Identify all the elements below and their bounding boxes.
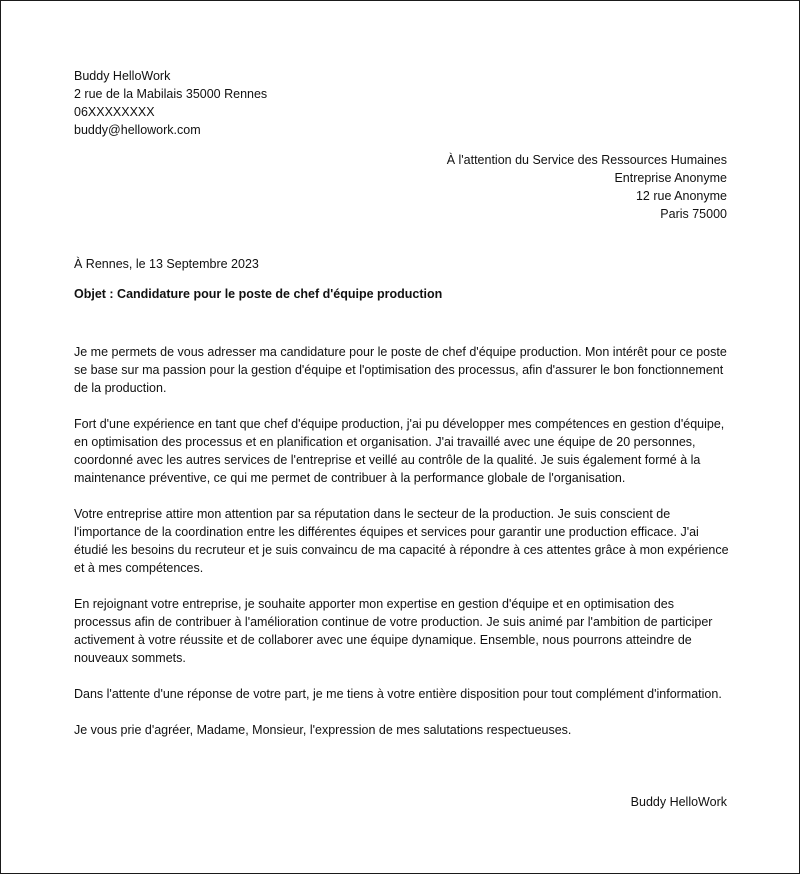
recipient-attention: À l'attention du Service des Ressources Humaines (446, 153, 727, 167)
paragraph-3: Votre entreprise attire mon attention par sa réputation dans le secteur de la production. Je suis conscient de l'importance de la coordination entre les différentes équipes et services pour garantir une production efficace. J'ai étudié les besoins du recruteur et je suis convaincu de ma capacité à répondre à ces attentes grâce à mon expérience et à mes compétences. (74, 507, 729, 575)
recipient-block (447, 151, 727, 223)
paragraph-4: En rejoignant votre entreprise, je souhaite apporter mon expertise en gestion d'équipe et en optimisation des processus afin de contribuer à l'amélioration continue de votre production. Je suis animé par l'ambition de participer activement à votre réussite et de collaborer avec une équipe dynamique. Ensemble, nous pourrons atteindre de nouveaux sommets. (74, 597, 713, 665)
sender-address: 2 rue de la Mabilais 35000 Rennes (74, 87, 268, 101)
recipient-street: 12 rue Anonyme (635, 189, 727, 203)
letter-body (74, 343, 734, 757)
sender-name: Buddy HelloWork (74, 69, 171, 83)
sender-block (74, 67, 267, 139)
sender-phone: 06XXXXXXXX (74, 105, 155, 119)
sender-email: buddy@hellowork.com (74, 123, 201, 137)
paragraph-1: Je me permets de vous adresser ma candidature pour le poste de chef d'équipe production. Mon intérêt pour ce poste se base sur ma passion pour la gestion d'équipe et l'optimisation des processus, afin d'assurer le bon fonctionnement de la production. (74, 345, 727, 395)
paragraph-5: Dans l'attente d'une réponse de votre part, je me tiens à votre entière disposition pour tout complément d'information. (74, 687, 722, 701)
date-line: À Rennes, le 13 Septembre 2023 (74, 257, 259, 271)
recipient-city: Paris 75000 (660, 207, 727, 221)
recipient-company: Entreprise Anonyme (614, 171, 727, 185)
subject-line: Objet : Candidature pour le poste de chef d'équipe production (74, 287, 443, 301)
paragraph-6: Je vous prie d'agréer, Madame, Monsieur, l'expression de mes salutations respectueuses. (74, 723, 572, 737)
paragraph-2: Fort d'une expérience en tant que chef d'équipe production, j'ai pu développer mes compétences en gestion d'équipe, en optimisation des processus et en planification et organisation. J'ai travaillé avec une équipe de 20 personnes, coordonné avec les autres services de l'entreprise et veillé au contrôle de la qualité. Je suis également formé à la maintenance préventive, ce qui me permet de contribuer à la performance globale de l'organisation. (74, 417, 725, 485)
signature: Buddy HelloWork (630, 795, 727, 809)
